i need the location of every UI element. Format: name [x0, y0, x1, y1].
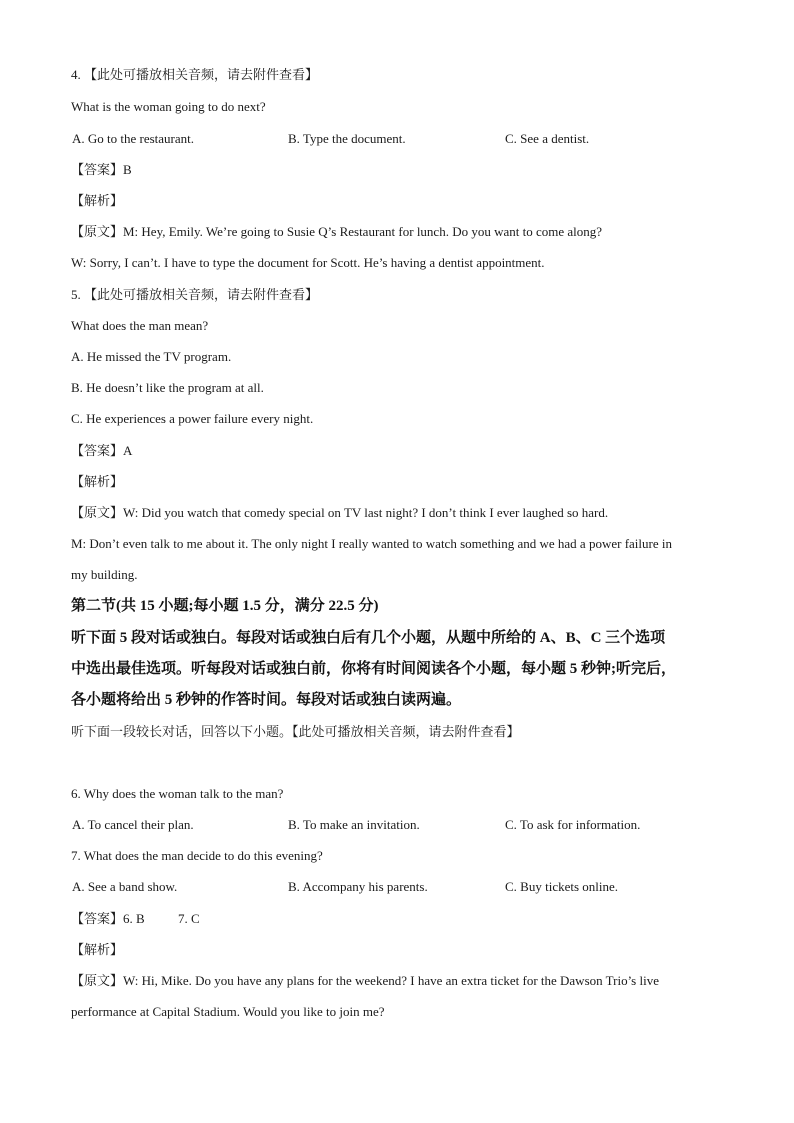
q5-transcript-line: M: Don’t even talk to me about it. The only night I really wanted to watch something and we had a power failure in — [71, 536, 672, 551]
q4-transcript-line: 【原文】M: Hey, Emily. We’re going to Susie Q’s Restaurant for lunch. Do you want to come along? — [71, 224, 603, 239]
q6-option-b: B. To make an invitation. — [288, 817, 420, 832]
q5-transcript-line: my building. — [71, 567, 138, 582]
q6-option-a: A. To cancel their plan. — [72, 817, 194, 832]
q4-option-c: C. See a dentist. — [505, 131, 590, 146]
q7-option-a: A. See a band show. — [72, 879, 178, 894]
section-title: 第二节(共 15 小题;每小题 1.5 分，满分 22.5 分) — [71, 598, 379, 614]
q6-question: 6. Why does the woman talk to the man? — [71, 786, 284, 801]
q4-answer: 【答案】B — [71, 162, 132, 177]
q5-option-c: C. He experiences a power failure every night. — [71, 411, 314, 426]
section-intro: 听下面一段较长对话，回答以下小题。【此处可播放相关音频，请去附件查看】 — [71, 724, 520, 739]
q7-option-c: C. Buy tickets online. — [505, 879, 619, 894]
section-instruction-line: 听下面 5 段对话或独白。每段对话或独白后有几个小题，从题中所给的 A、B、C 三个选项 — [71, 630, 666, 646]
section-instruction-line: 各小题将给出 5 秒钟的作答时间。每段对话或独白读两遍。 — [71, 692, 462, 708]
q5-header: 5. 【此处可播放相关音频，请去附件查看】 — [71, 287, 319, 302]
q67-answer: 【答案】6. B — [71, 911, 145, 926]
q7-option-b: B. Accompany his parents. — [288, 879, 428, 894]
q5-analysis-label: 【解析】 — [71, 474, 124, 489]
section-instruction-line: 中选出最佳选项。听每段对话或独白前，你将有时间阅读各个小题，每小题 5 秒钟;听完后， — [71, 661, 676, 677]
q4-option-b: B. Type the document. — [288, 131, 406, 146]
q5-option-b: B. He doesn’t like the program at all. — [71, 380, 264, 395]
q4-header: 4. 【此处可播放相关音频，请去附件查看】 — [71, 67, 319, 82]
q67-transcript-line: 【原文】W: Hi, Mike. Do you have any plans for the weekend? I have an extra ticket for the Dawson Trio’s live — [71, 973, 659, 988]
q4-option-a: A. Go to the restaurant. — [72, 131, 195, 146]
q6-option-c: C. To ask for information. — [505, 817, 641, 832]
q4-transcript-line: W: Sorry, I can’t. I have to type the document for Scott. He’s having a dentist appointment. — [71, 255, 545, 270]
q5-transcript-line: 【原文】W: Did you watch that comedy special on TV last night? I don’t think I ever laughed so hard. — [71, 505, 609, 520]
q5-option-a: A. He missed the TV program. — [71, 349, 232, 364]
q7-answer: 7. C — [178, 911, 200, 926]
q67-transcript-line: performance at Capital Stadium. Would you like to join me? — [71, 1004, 385, 1019]
q67-analysis-label: 【解析】 — [71, 942, 124, 957]
q5-question: What does the man mean? — [71, 318, 209, 333]
q7-question: 7. What does the man decide to do this evening? — [71, 848, 323, 863]
q4-question: What is the woman going to do next? — [71, 99, 266, 114]
q4-analysis-label: 【解析】 — [71, 193, 124, 208]
q5-answer: 【答案】A — [71, 443, 133, 458]
